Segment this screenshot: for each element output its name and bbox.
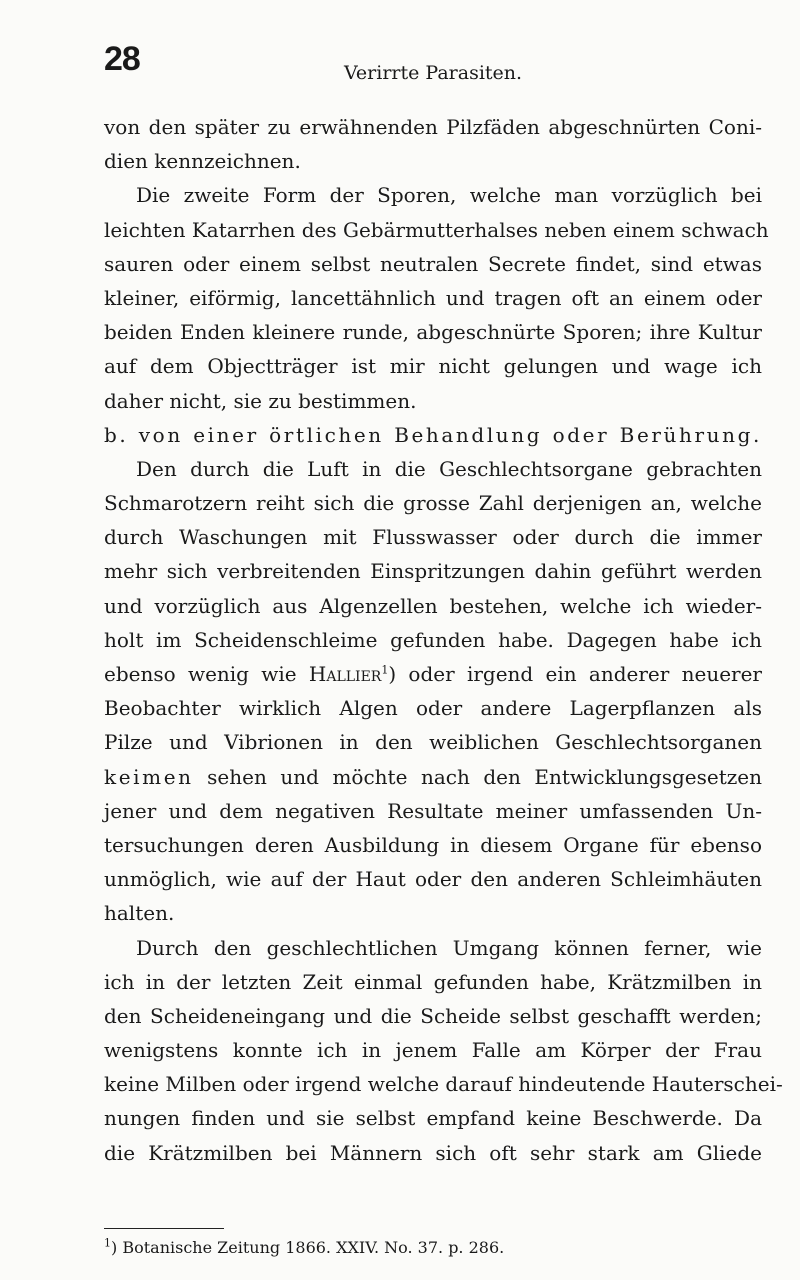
text-span: ebenso wenig wie bbox=[104, 662, 309, 686]
footnote-text: ) Botanische Zeitung 1866. XXIV. No. 37. p. 286. bbox=[111, 1238, 505, 1257]
text-line: unmöglich, wie auf der Haut oder den anderen Schleimhäuten bbox=[104, 867, 762, 892]
emphasized-word: keimen bbox=[104, 764, 194, 789]
text-line: keine Milben oder irgend welche darauf hindeutende Hauterschei- bbox=[104, 1072, 783, 1097]
text-line: sauren oder einem selbst neutralen Secrete findet, sind etwas bbox=[104, 251, 762, 276]
section-heading: b. von einer örtlichen Behandlung oder Berührung. bbox=[104, 422, 762, 447]
footnote-mark: 1 bbox=[104, 1236, 111, 1250]
text-line: holt im Scheidenschleime gefunden habe. Dagegen habe ich bbox=[104, 627, 762, 652]
text-span: sehen und möchte nach den Entwicklungsgesetzen bbox=[193, 764, 762, 789]
text-line: daher nicht, sie zu bestimmen. bbox=[104, 388, 417, 413]
text-line bbox=[104, 657, 762, 691]
text-line: kleiner, eiförmig, lancettähnlich und tragen oft an einem oder bbox=[104, 285, 762, 310]
text-line: Schmarotzern reiht sich die grosse Zahl derjenigen an, welche bbox=[104, 491, 762, 516]
text-line: und vorzüglich aus Algenzellen bestehen, welche ich wieder- bbox=[104, 593, 762, 618]
text-line: auf dem Objectträger ist mir nicht gelungen und wage ich bbox=[104, 354, 762, 379]
text-line: ich in der letzten Zeit einmal gefunden habe, Krätzmilben in bbox=[104, 969, 762, 994]
footnote-divider bbox=[104, 1228, 224, 1229]
text-line: wenigstens konnte ich in jenem Falle am Körper der Frau bbox=[104, 1038, 762, 1063]
text-line: durch Waschungen mit Flusswasser oder durch die immer bbox=[104, 525, 762, 550]
text-line: jener und dem negativen Resultate meiner umfassenden Un- bbox=[104, 798, 762, 823]
text-line: Die zweite Form der Sporen, welche man vorzüglich bei bbox=[136, 183, 762, 208]
text-line: mehr sich verbreitenden Einspritzungen dahin geführt werden bbox=[104, 559, 762, 584]
text-line: Beobachter wirklich Algen oder andere Lagerpflanzen als bbox=[104, 696, 762, 721]
text-span: ) oder irgend ein anderer neuerer bbox=[388, 662, 762, 686]
text-line: leichten Katarrhen des Gebärmutterhalses neben einem schwach bbox=[104, 217, 769, 242]
text-line: Den durch die Luft in die Geschlechtsorgane gebrachten bbox=[136, 456, 762, 481]
body-text bbox=[104, 110, 783, 1170]
text-line: von den später zu erwähnenden Pilzfäden abgeschnürten Coni- bbox=[104, 115, 762, 139]
text-line bbox=[104, 760, 762, 794]
text-line: Pilze und Vibrionen in den weiblichen Geschlechtsorganen bbox=[104, 730, 762, 755]
footnote bbox=[104, 1237, 504, 1259]
text-line: halten. bbox=[104, 901, 175, 926]
text-line: nungen finden und sie selbst empfand keine Beschwerde. Da bbox=[104, 1106, 762, 1131]
text-line: den Scheideneingang und die Scheide selbst geschafft werden; bbox=[104, 1003, 762, 1028]
text-line: tersuchungen deren Ausbildung in diesem Organe für ebenso bbox=[104, 832, 762, 857]
text-line: dien kennzeichnen. bbox=[104, 149, 301, 174]
text-line: Durch den geschlechtlichen Umgang können ferner, wie bbox=[136, 935, 762, 960]
author-name: Hallier bbox=[308, 662, 382, 686]
text-line: beiden Enden kleinere runde, abgeschnürte Sporen; ihre Kultur bbox=[104, 320, 762, 345]
running-head: Verirrte Parasiten. bbox=[343, 62, 523, 84]
text-line: die Krätzmilben bei Männern sich oft sehr stark am Gliede bbox=[104, 1140, 762, 1165]
page-header bbox=[104, 40, 762, 90]
page-number: 28 bbox=[104, 40, 140, 78]
footnote-reference: 1 bbox=[381, 663, 389, 677]
